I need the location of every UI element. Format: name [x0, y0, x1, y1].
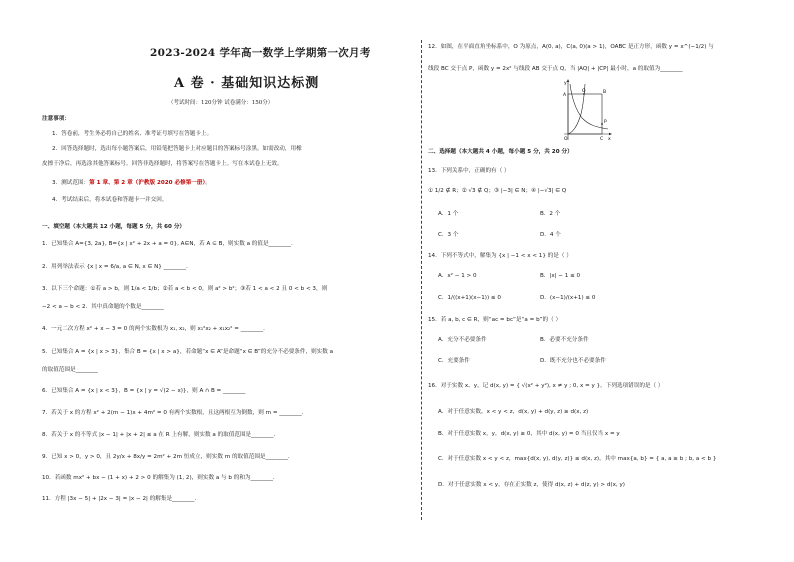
- graph-label-x: x: [608, 137, 611, 142]
- question-11: 11．方程 |3x − 5| + |2x − 3| = |x − 2| 的解集是________.: [42, 496, 197, 502]
- question-13-items: ① 1/2 ∉ R；② √3 ∉ Q；③ |−3| ∈ N；④ |−√3| ∈ Q: [428, 188, 567, 194]
- q12-graph: [562, 78, 612, 142]
- question-5b: 的取值范围是________: [42, 367, 98, 373]
- section2-heading: 二、选择题（本大题共 4 小题，每小题 5 分，共 20 分）: [428, 149, 573, 155]
- note-3-prefix: 3．测试范围：: [52, 180, 90, 186]
- question-5a: 5．已知集合 A = {x | x > 3}，集合 B = {x | x > a}，若命题“x ∈ A”是命题“x ∈ B”的充分不必要条件，则实数 a: [42, 349, 334, 355]
- q13-option-d: D．4 个: [540, 232, 561, 238]
- column-divider: [421, 40, 422, 520]
- question-16: 16．对于实数 x、y，记 d(x, y) = { √(x² + y²), x ≠ y ; 0, x = y }，下列选项错误的是（ ）: [428, 383, 664, 389]
- note-2a: 2．回答选择题时，选出每小题答案后，用铅笔把答题卡上对应题目的答案标号涂黑。如需改动，用橡: [52, 146, 302, 152]
- question-15: 15．若 a, b, c ∈ R，则“ac = bc”是“a = b”的（ ）: [428, 317, 562, 323]
- question-8: 8．若关于 x 的不等式 |x − 1| + |x + 2| ≤ a 在 R 上有解，则实数 a 的取值范围是________.: [42, 432, 276, 438]
- q15-option-c: C．充要条件: [438, 358, 470, 364]
- note-1: 1．答卷前，考生务必将自己的姓名、准考证号填写在答题卡上。: [52, 131, 213, 137]
- question-12a: 12．如图，在平面直角坐标系中，O 为原点，A(0, a)，C(a, 0)(a > 1)，OABC 是正方形，函数 y = x^(−1/2) 与: [428, 44, 714, 50]
- question-9: 9．已知 x > 0，y > 0，且 2y/x + 8x/y = 2m² + 2m 恒成立，则实数 m 的取值范围是________.: [42, 454, 290, 460]
- question-2: 2．用列举法表示 {x | x = 6/a, a ∈ N, x ∈ N} ________.: [42, 264, 188, 270]
- q14-option-c: C．1/((x+1)(x−1)) ≤ 0: [438, 295, 501, 301]
- q16-option-a: A．对于任意实数，x < y < z，d(x, y) + d(y, z) ≥ d(x, z): [438, 409, 589, 415]
- q13-option-b: B．2 个: [540, 211, 561, 217]
- question-14: 14．下列不等式中，解集为 {x | −1 < x < 1} 的是（ ）: [428, 253, 572, 259]
- note-3: [52, 180, 211, 187]
- question-13: 13．下列关系中，正确的有（ ）: [428, 168, 510, 174]
- q14-option-a: A．x² − 1 > 0: [438, 273, 477, 279]
- question-7: 7．若关于 x 的方程 x² + 2(m − 1)x + 4m² = 0 有两个实数根，且这两根互为倒数，则 m = ________.: [42, 410, 304, 416]
- graph-label-c: C: [600, 137, 604, 142]
- question-3a: 3．以下三个命题：①若 a > b，则 1/a < 1/b；②若 a < b < 0，则 a² > b²；③若 1 < a < 2 且 0 < b < 3，则: [42, 286, 328, 292]
- q14-option-d: D．(x−1)/(x+1) ≤ 0: [540, 295, 596, 301]
- note-2b: 皮擦干净后，再选涂其他答案标号。回答非选择题时，将答案写在答题卡上。写在本试卷上无效。: [42, 161, 283, 167]
- exam-info: （考试时间：120分钟 试卷满分：150分）: [168, 100, 274, 106]
- q16-option-d: D．对于任意实数 x < y，存在正实数 z，使得 d(x, z) + d(z, y) > d(x, y): [438, 482, 625, 488]
- question-6: 6．已知集合 A = {x | x < 3}，B = {x | y = √(2 − x)}，则 A ∩ B = ________: [42, 388, 246, 394]
- question-12b: 线段 BC 交于点 P，函数 y = 2x² 与线段 AB 交于点 Q，当 |AQ| + |CP| 最小时，a 的取值为________: [428, 66, 683, 72]
- graph-label-b: B: [603, 90, 607, 95]
- graph-label-a: A: [563, 93, 567, 98]
- graph-label-o: O: [564, 137, 568, 142]
- q15-option-b: B．必要不充分条件: [540, 337, 589, 343]
- q16-option-b: B．对于任意实数 x，y，d(x, y) ≥ 0，其中 d(x, y) = 0 当且仅当 x = y: [438, 431, 620, 437]
- note-4: 4．考试结束后，将本试卷和答题卡一并交回。: [52, 197, 168, 203]
- q16-option-c: C．对于任意实数 x < y < z，max{d(x, y), d(y, z)} ≤ d(x, z)，其中 max{a, b} = { a, a ≥ b ; b, a < b }: [438, 456, 717, 462]
- note-3-scope: 第 1 章、第 2 章（沪教版 2020 必修第一册）: [89, 180, 206, 186]
- section1-heading: 一、填空题（本大题共 12 小题，每题 5 分，共 60 分）: [42, 224, 186, 230]
- question-1: 1．已知集合 A={3, 2a}, B={x | x² + 2x + a = 0}, A∈N，若 A ⊆ B，则实数 a 的值是________.: [42, 241, 293, 247]
- q15-option-a: A．充分不必要条件: [438, 337, 487, 343]
- question-10: 10．若函数 mx² + bx − (1 + x) + 2 > 0 的解集为 (1, 2)，则实数 a 与 b 的和为________.: [42, 475, 275, 481]
- q13-option-a: A．1 个: [438, 211, 459, 217]
- notes-heading: 注意事项：: [42, 116, 70, 122]
- q13-option-c: C．3 个: [438, 232, 459, 238]
- q14-option-b: B．|x| − 1 ≤ 0: [540, 273, 581, 279]
- q15-option-d: D．既不充分也不必要条件: [540, 358, 606, 364]
- question-4: 4．一元二次方程 x² + x − 3 = 0 的两个实数根为 x₁, x₂，则 x₁²x₂ + x₁x₂² = ________.: [42, 326, 265, 332]
- graph-label-p: P: [604, 120, 607, 125]
- exam-subtitle: A 卷 · 基础知识达标测: [174, 76, 320, 91]
- note-3-suffix: 。: [205, 180, 211, 186]
- exam-title: 2023-2024 学年高一数学上学期第一次月考: [150, 47, 371, 59]
- graph-label-q: Q: [582, 89, 586, 94]
- graph-label-y: y: [564, 81, 567, 86]
- question-3b: −2 < a − b < 2．其中真命题的个数是________: [42, 304, 164, 310]
